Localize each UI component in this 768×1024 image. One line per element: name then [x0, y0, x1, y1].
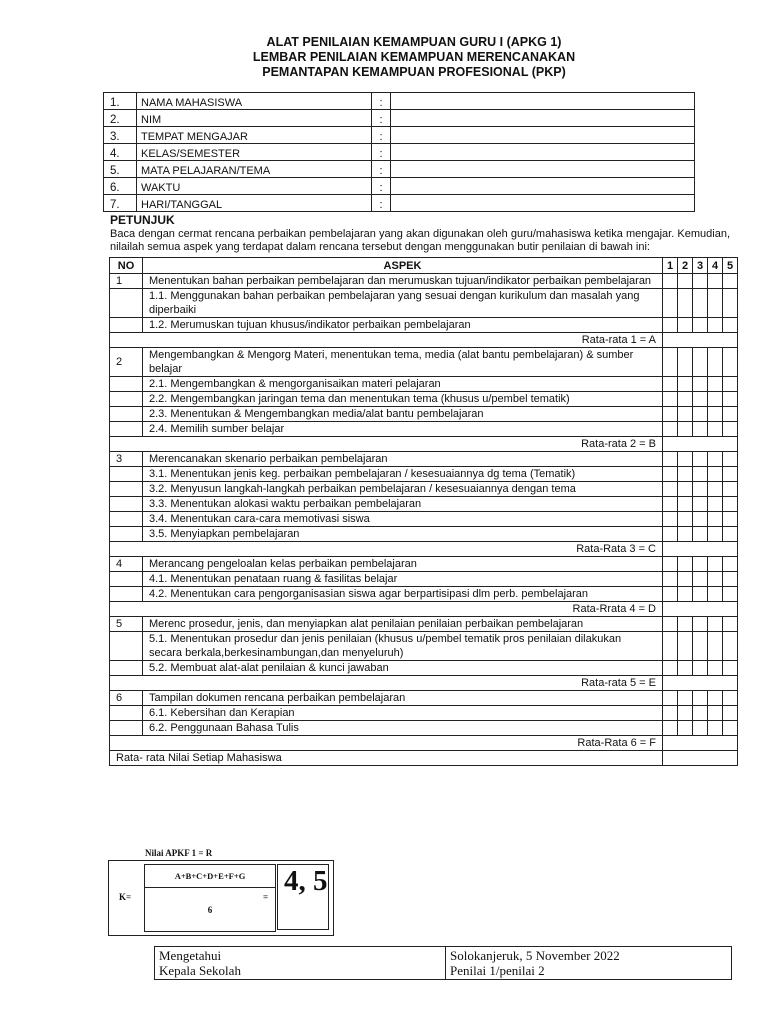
k-label: K= [119, 892, 132, 902]
identity-row [104, 195, 695, 212]
score-cell[interactable] [693, 318, 708, 333]
aspect-item: 3.5. Menyiapkan pembelajaran [143, 527, 663, 542]
score-cell[interactable] [723, 348, 738, 377]
identity-row [104, 127, 695, 144]
score-cell[interactable] [663, 706, 678, 721]
identity-colon: : [372, 144, 391, 161]
score-cell[interactable] [723, 691, 738, 706]
score-cell[interactable] [708, 422, 723, 437]
score-cell[interactable] [708, 482, 723, 497]
score-cell[interactable] [663, 289, 678, 318]
identity-colon: : [372, 178, 391, 195]
aspect-number-empty [110, 467, 143, 482]
aspect-item-row [110, 289, 738, 318]
average-row [110, 602, 738, 617]
average-value[interactable] [663, 437, 738, 452]
aspect-item-row [110, 721, 738, 736]
score-cell[interactable] [678, 706, 693, 721]
identity-label: HARI/TANGGAL [137, 195, 372, 212]
score-cell[interactable] [693, 572, 708, 587]
score-cell[interactable] [693, 422, 708, 437]
aspect-group-row [110, 274, 738, 289]
nilai-result: 4, 5 [277, 864, 329, 930]
score-cell[interactable] [693, 587, 708, 602]
score-cell[interactable] [693, 274, 708, 289]
average-label: Rata-Rata 3 = C [110, 542, 663, 557]
score-cell[interactable] [723, 557, 738, 572]
formula-denominator: 6 [207, 905, 213, 915]
petunjuk-text: Baca dengan cermat rencana perbaikan pembelajaran yang akan digunakan oleh guru/mahasiswa ketika mengajar. Kemudian, nilailah semua aspek yang terdapat dalam rencana tersebut dengan menggunakan butir penilaian di bawah ini: [110, 228, 730, 253]
identity-row [104, 178, 695, 195]
aspect-group-row [110, 452, 738, 467]
aspect-item-row [110, 512, 738, 527]
score-cell[interactable] [678, 422, 693, 437]
average-row [110, 437, 738, 452]
score-cell[interactable] [708, 407, 723, 422]
aspect-item-row [110, 572, 738, 587]
score-cell[interactable] [678, 482, 693, 497]
score-cell[interactable] [663, 661, 678, 676]
aspect-group-row [110, 557, 738, 572]
score-cell[interactable] [678, 289, 693, 318]
identity-row [104, 93, 695, 110]
score-cell[interactable] [663, 452, 678, 467]
identity-value-field[interactable] [391, 161, 695, 178]
score-cell[interactable] [693, 512, 708, 527]
signature-box [154, 946, 732, 980]
score-cell[interactable] [708, 721, 723, 736]
identity-colon: : [372, 127, 391, 144]
aspect-item-row [110, 422, 738, 437]
aspect-number-empty [110, 377, 143, 392]
aspect-group-row [110, 691, 738, 706]
score-cell[interactable] [723, 706, 738, 721]
header-no: NO [110, 258, 143, 274]
score-cell[interactable] [663, 422, 678, 437]
score-cell[interactable] [678, 527, 693, 542]
footer-value[interactable] [663, 751, 738, 766]
score-cell[interactable] [723, 377, 738, 392]
aspect-number: 3 [110, 452, 143, 467]
score-cell[interactable] [678, 407, 693, 422]
aspect-item: 2.1. Mengembangkan & mengorganisaikan materi pelajaran [143, 377, 663, 392]
average-row [110, 676, 738, 691]
aspect-number-empty [110, 527, 143, 542]
score-cell[interactable] [663, 557, 678, 572]
aspect-title: Merancang pengeloalan kelas perbaikan pembelajaran [143, 557, 663, 572]
header-score-5: 5 [723, 258, 738, 274]
score-cell[interactable] [678, 348, 693, 377]
aspect-item-row [110, 467, 738, 482]
score-cell[interactable] [708, 467, 723, 482]
score-cell[interactable] [663, 407, 678, 422]
score-cell[interactable] [723, 274, 738, 289]
score-cell[interactable] [678, 557, 693, 572]
score-cell[interactable] [723, 318, 738, 333]
aspect-title: Merencanakan skenario perbaikan pembelajaran [143, 452, 663, 467]
score-cell[interactable] [708, 274, 723, 289]
score-cell[interactable] [693, 482, 708, 497]
score-cell[interactable] [663, 497, 678, 512]
aspect-number-empty [110, 497, 143, 512]
average-value[interactable] [663, 736, 738, 751]
title-line-1: ALAT PENILAIAN KEMAMPUAN GURU I (APKG 1) [266, 35, 562, 49]
identity-value-field[interactable] [391, 110, 695, 127]
score-cell[interactable] [708, 572, 723, 587]
score-cell[interactable] [663, 512, 678, 527]
identity-value-field[interactable] [391, 195, 695, 212]
score-cell[interactable] [723, 572, 738, 587]
average-row [110, 736, 738, 751]
identity-number: 4. [104, 144, 137, 161]
aspect-number-empty [110, 318, 143, 333]
aspect-number-empty [110, 482, 143, 497]
score-cell[interactable] [708, 587, 723, 602]
score-cell[interactable] [708, 377, 723, 392]
score-cell[interactable] [678, 572, 693, 587]
score-cell[interactable] [708, 527, 723, 542]
score-cell[interactable] [723, 617, 738, 632]
identity-colon: : [372, 93, 391, 110]
aspect-group-row [110, 617, 738, 632]
score-cell[interactable] [678, 274, 693, 289]
aspect-number: 2 [110, 348, 143, 377]
score-cell[interactable] [723, 587, 738, 602]
aspect-group-row [110, 348, 738, 377]
nilai-caption: Nilai APKF 1 = R [145, 848, 213, 858]
score-cell[interactable] [693, 661, 708, 676]
score-cell[interactable] [708, 691, 723, 706]
aspect-number-empty [110, 721, 143, 736]
score-cell[interactable] [663, 632, 678, 661]
score-cell[interactable] [663, 572, 678, 587]
score-cell[interactable] [723, 512, 738, 527]
average-label: Rata-Rrata 4 = D [110, 602, 663, 617]
score-cell[interactable] [708, 632, 723, 661]
aspect-item-row [110, 587, 738, 602]
aspect-item: 2.3. Menentukan & Mengembangkan media/alat bantu pembelajaran [143, 407, 663, 422]
aspect-item: 3.4. Menentukan cara-cara memotivasi siswa [143, 512, 663, 527]
score-cell[interactable] [723, 721, 738, 736]
signature-mengetahui: Mengetahui [159, 948, 222, 963]
average-label: Rata-rata 1 = A [110, 333, 663, 348]
score-cell[interactable] [693, 691, 708, 706]
aspect-item-row [110, 392, 738, 407]
score-cell[interactable] [708, 706, 723, 721]
identity-row [104, 144, 695, 161]
score-cell[interactable] [693, 497, 708, 512]
aspect-number-empty [110, 632, 143, 661]
score-cell[interactable] [663, 587, 678, 602]
aspect-item: 4.1. Menentukan penataan ruang & fasilitas belajar [143, 572, 663, 587]
petunjuk-title: PETUNJUK [110, 213, 175, 227]
title-line-2: LEMBAR PENILAIAN KEMAMPUAN MERENCANAKAN [252, 50, 576, 64]
score-cell[interactable] [663, 318, 678, 333]
identity-value-field[interactable] [391, 144, 695, 161]
score-cell[interactable] [723, 661, 738, 676]
score-cell[interactable] [678, 661, 693, 676]
identity-number: 5. [104, 161, 137, 178]
aspect-number-empty [110, 572, 143, 587]
score-cell[interactable] [663, 721, 678, 736]
aspect-number-empty [110, 407, 143, 422]
footer-row [110, 751, 738, 766]
score-cell[interactable] [723, 452, 738, 467]
score-cell[interactable] [663, 377, 678, 392]
score-cell[interactable] [678, 318, 693, 333]
score-cell[interactable] [663, 691, 678, 706]
score-cell[interactable] [693, 721, 708, 736]
score-cell[interactable] [693, 467, 708, 482]
aspect-item-row [110, 377, 738, 392]
aspect-number: 1 [110, 274, 143, 289]
average-label: Rata-rata 5 = E [110, 676, 663, 691]
score-cell[interactable] [678, 632, 693, 661]
aspect-item: 6.1. Kebersihan dan Kerapian [143, 706, 663, 721]
document-title [0, 35, 768, 80]
aspect-item: 3.3. Menentukan alokasi waktu perbaikan pembelajaran [143, 497, 663, 512]
aspect-number: 5 [110, 617, 143, 632]
aspect-item: 6.2. Penggunaan Bahasa Tulis [143, 721, 663, 736]
header-score-3: 3 [693, 258, 708, 274]
score-cell[interactable] [693, 632, 708, 661]
score-cell[interactable] [708, 661, 723, 676]
aspect-item: 5.2. Membuat alat-alat penilaian & kunci jawaban [143, 661, 663, 676]
score-cell[interactable] [663, 527, 678, 542]
score-cell[interactable] [723, 497, 738, 512]
identity-row [104, 110, 695, 127]
score-cell[interactable] [708, 512, 723, 527]
score-cell[interactable] [693, 452, 708, 467]
score-cell[interactable] [678, 467, 693, 482]
score-cell[interactable] [693, 289, 708, 318]
score-cell[interactable] [693, 527, 708, 542]
identity-table [103, 92, 695, 212]
aspect-item-row [110, 482, 738, 497]
aspect-number: 6 [110, 691, 143, 706]
score-cell[interactable] [678, 691, 693, 706]
aspect-item: 5.1. Menentukan prosedur dan jenis penilaian (khusus u/pembel tematik pros penilaian dilakukan secara berkala,berkesinambungan,dan menyeluruh) [143, 632, 663, 661]
score-cell[interactable] [663, 482, 678, 497]
score-cell[interactable] [723, 482, 738, 497]
score-cell[interactable] [723, 467, 738, 482]
score-cell[interactable] [693, 348, 708, 377]
footer-label: Rata- rata Nilai Setiap Mahasiswa [110, 751, 663, 766]
identity-number: 6. [104, 178, 137, 195]
score-cell[interactable] [678, 497, 693, 512]
identity-colon: : [372, 110, 391, 127]
signature-penilai: Penilai 1/penilai 2 [450, 963, 545, 978]
average-value[interactable] [663, 333, 738, 348]
aspect-item: 3.2. Menyusun langkah-langkah perbaikan pembelajaran / kesesuaiannya dengan tema [143, 482, 663, 497]
score-cell[interactable] [723, 392, 738, 407]
signature-kepala-sekolah: Kepala Sekolah [159, 963, 241, 978]
aspect-item: 1.2. Merumuskan tujuan khusus/indikator perbaikan pembelajaran [143, 318, 663, 333]
identity-colon: : [372, 195, 391, 212]
score-cell[interactable] [708, 557, 723, 572]
score-cell[interactable] [663, 348, 678, 377]
score-cell[interactable] [708, 392, 723, 407]
identity-number: 7. [104, 195, 137, 212]
aspect-number-empty [110, 661, 143, 676]
header-score-1: 1 [663, 258, 678, 274]
average-value[interactable] [663, 602, 738, 617]
header-score-2: 2 [678, 258, 693, 274]
score-cell[interactable] [708, 617, 723, 632]
identity-label: WAKTU [137, 178, 372, 195]
score-cell[interactable] [723, 527, 738, 542]
identity-label: MATA PELAJARAN/TEMA [137, 161, 372, 178]
score-cell[interactable] [693, 706, 708, 721]
score-cell[interactable] [723, 289, 738, 318]
aspect-number-empty [110, 289, 143, 318]
aspect-item-row [110, 527, 738, 542]
nilai-formula-box [108, 860, 334, 936]
score-cell[interactable] [693, 407, 708, 422]
score-cell[interactable] [693, 377, 708, 392]
score-cell[interactable] [663, 392, 678, 407]
score-cell[interactable] [678, 392, 693, 407]
aspect-title: Menentukan bahan perbaikan pembelajaran dan merumuskan tujuan/indikator perbaikan pembelajaran [143, 274, 663, 289]
aspect-number-empty [110, 392, 143, 407]
equals-sign: = [263, 892, 269, 902]
identity-label: TEMPAT MENGAJAR [137, 127, 372, 144]
aspect-number-empty [110, 587, 143, 602]
score-cell[interactable] [723, 422, 738, 437]
identity-colon: : [372, 161, 391, 178]
aspect-number-empty [110, 422, 143, 437]
score-cell[interactable] [708, 497, 723, 512]
aspect-item-row [110, 661, 738, 676]
score-cell[interactable] [723, 407, 738, 422]
aspect-item-row [110, 318, 738, 333]
identity-label: NIM [137, 110, 372, 127]
score-cell[interactable] [663, 617, 678, 632]
aspect-number-empty [110, 706, 143, 721]
score-cell[interactable] [678, 721, 693, 736]
aspect-item-row [110, 632, 738, 661]
score-cell[interactable] [678, 512, 693, 527]
header-score-4: 4 [708, 258, 723, 274]
table-header-row [110, 258, 738, 274]
header-aspek: ASPEK [143, 258, 663, 274]
average-label: Rata-Rata 6 = F [110, 736, 663, 751]
score-cell[interactable] [723, 632, 738, 661]
score-cell[interactable] [693, 617, 708, 632]
formula-numerator: A+B+C+D+E+F+G [145, 865, 275, 888]
aspect-item: 1.1. Menggunakan bahan perbaikan pembelajaran yang sesuai dengan kurikulum dan masalah yang diperbaiki [143, 289, 663, 318]
aspect-title: Mengembangkan & Mengorg Materi, menentukan tema, media (alat bantu pembelajaran) & sumber belajar [143, 348, 663, 377]
score-cell[interactable] [678, 587, 693, 602]
score-cell[interactable] [693, 557, 708, 572]
identity-value-field[interactable] [391, 178, 695, 195]
signature-left [159, 947, 439, 980]
average-label: Rata-rata 2 = B [110, 437, 663, 452]
average-value[interactable] [663, 676, 738, 691]
identity-row [104, 161, 695, 178]
aspect-item: 2.4. Memilih sumber belajar [143, 422, 663, 437]
score-cell[interactable] [708, 289, 723, 318]
score-cell[interactable] [678, 452, 693, 467]
aspect-number: 4 [110, 557, 143, 572]
signature-place-date: Solokanjeruk, 5 November 2022 [450, 948, 620, 963]
score-cell[interactable] [708, 348, 723, 377]
identity-value-field[interactable] [391, 127, 695, 144]
signature-right [445, 947, 730, 980]
identity-number: 2. [104, 110, 137, 127]
score-cell[interactable] [693, 392, 708, 407]
title-line-3: PEMANTAPAN KEMAMPUAN PROFESIONAL (PKP) [262, 65, 566, 79]
identity-label: NAMA MAHASISWA [137, 93, 372, 110]
score-cell[interactable] [708, 318, 723, 333]
aspect-title: Tampilan dokumen rencana perbaikan pembelajaran [143, 691, 663, 706]
average-row [110, 542, 738, 557]
formula-fraction [144, 864, 276, 932]
identity-number: 1. [104, 93, 137, 110]
aspect-item-row [110, 497, 738, 512]
identity-label: KELAS/SEMESTER [137, 144, 372, 161]
aspect-item-row [110, 407, 738, 422]
identity-value-field[interactable] [391, 93, 695, 110]
score-cell[interactable] [708, 452, 723, 467]
aspect-number-empty [110, 512, 143, 527]
score-cell[interactable] [678, 377, 693, 392]
average-value[interactable] [663, 542, 738, 557]
aspect-item-row [110, 706, 738, 721]
score-cell[interactable] [678, 617, 693, 632]
aspect-item: 3.1. Menentukan jenis keg. perbaikan pembelajaran / kesesuaiannya dg tema (Tematik) [143, 467, 663, 482]
aspect-item: 2.2. Mengembangkan jaringan tema dan menentukan tema (khusus u/pembel tematik) [143, 392, 663, 407]
aspect-title: Merenc prosedur, jenis, dan menyiapkan alat penilaian penilaian perbaikan pembelajaran [143, 617, 663, 632]
assessment-table [109, 257, 738, 766]
identity-number: 3. [104, 127, 137, 144]
aspect-item: 4.2. Menentukan cara pengorganisasian siswa agar berpartisipasi dlm perb. pembelajaran [143, 587, 663, 602]
score-cell[interactable] [663, 467, 678, 482]
average-row [110, 333, 738, 348]
score-cell[interactable] [663, 274, 678, 289]
